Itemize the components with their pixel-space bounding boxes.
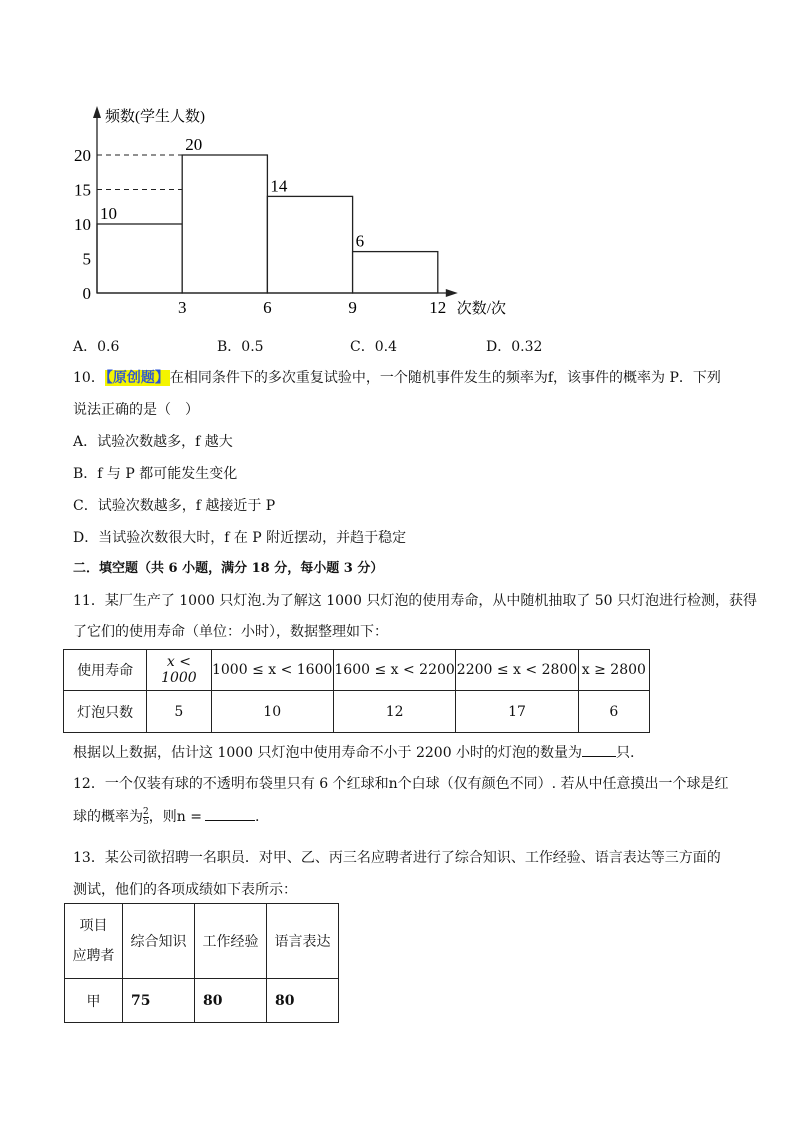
x-axis-title: 次数/次 <box>456 301 506 317</box>
corner-header-cell <box>65 904 123 979</box>
y-tick-label: 0 <box>82 284 91 303</box>
histogram-bar <box>97 224 182 293</box>
x-axis-arrow <box>446 289 458 297</box>
y-tick-label: 15 <box>74 180 91 200</box>
q10-stem-line2: 说法正确的是（ ） <box>73 402 199 418</box>
table-cell: 灯泡只数 <box>64 691 147 733</box>
lifetime-table <box>63 649 650 733</box>
table-cell: 工作经验 <box>195 904 267 979</box>
q13-line2: 测试，他们的各项成绩如下表所示： <box>73 882 297 898</box>
q12-line2 <box>73 806 259 827</box>
q11-after-text: 根据以上数据，估计这 1000 只灯泡中使用寿命不小于 2200 小时的灯泡的数量为 <box>73 745 583 761</box>
table-row <box>65 979 339 1023</box>
bar-value-label: 14 <box>270 176 288 196</box>
q11-line2: 了它们的使用寿命（单位：小时），数据整理如下： <box>73 624 388 640</box>
y-axis-arrow <box>93 106 101 118</box>
y-tick-label: 5 <box>82 249 91 269</box>
table-cell: 综合知识 <box>123 904 195 979</box>
option-a-label: A．0.6 <box>73 339 120 355</box>
table-cell: 17 <box>456 691 578 733</box>
table-cell: 75 <box>123 979 195 1023</box>
q13-line1: 13．某公司欲招聘一名职员．对甲、乙、丙三名应聘者进行了综合知识、工作经验、语言表达等三方面的 <box>73 850 721 866</box>
q11-line1: 11．某厂生产了 1000 只灯泡.为了解这 1000 只灯泡的使用寿命，从中随机抽取了 50 只灯泡进行检测，获得 <box>73 593 758 609</box>
original-question-tag: 【原创题】 <box>105 370 169 386</box>
answer-blank[interactable] <box>582 742 616 757</box>
table-cell: 12 <box>333 691 455 733</box>
table-header-row <box>65 904 339 979</box>
bar-value-label: 10 <box>100 204 117 223</box>
table-cell: x ≥ 2800 <box>578 650 649 691</box>
fraction-numerator: 2 <box>143 806 149 817</box>
table-row <box>64 691 650 733</box>
option-a[interactable] <box>73 337 119 357</box>
q10-option-c[interactable]: C．试验次数越多，f 越接近于 P <box>73 498 276 514</box>
x-tick-label: 6 <box>263 298 272 317</box>
bar-value-label: 6 <box>355 231 365 251</box>
bar-value-label: 20 <box>185 135 203 154</box>
table-cell: 6 <box>578 691 649 733</box>
q11-after-end: 只. <box>616 745 635 761</box>
y-tick-label: 10 <box>74 215 91 234</box>
applicant-table <box>64 903 339 1023</box>
q10-stem-text: 在相同条件下的多次重复试验中，一个随机事件发生的频率为f，该事件的概率为 P．下列 <box>169 370 721 386</box>
answer-blank[interactable] <box>205 806 255 821</box>
section-title: 二．填空题（共 6 小题，满分 18 分，每小题 3 分） <box>73 561 384 576</box>
q10-option-d[interactable]: D．当试验次数很大时，f 在 P 附近摆动，并趋于稳定 <box>73 530 407 546</box>
table-cell: 1600 ≤ x < 2200 <box>333 650 455 691</box>
corner-top-label: 项目 <box>79 918 108 934</box>
option-d-label: D．0.32 <box>486 339 543 355</box>
q12-line2-end: . <box>254 809 260 825</box>
fraction-denominator: 5 <box>143 816 149 827</box>
q10-option-a[interactable]: A．试验次数越多，f 越大 <box>73 434 233 450</box>
table-cell: 甲 <box>65 979 123 1023</box>
option-c[interactable] <box>350 337 397 357</box>
q10-number: 10． <box>73 370 105 386</box>
table-cell: 2200 ≤ x < 2800 <box>456 650 578 691</box>
histogram-bar <box>267 196 352 293</box>
x-tick-label: 12 <box>429 298 447 317</box>
table-cell: 使用寿命 <box>64 650 147 691</box>
option-d[interactable] <box>486 337 542 357</box>
table-cell: 5 <box>147 691 211 733</box>
option-b[interactable] <box>217 337 264 357</box>
q12-line2-mid: ，则n = <box>148 809 202 825</box>
table-cell: 10 <box>211 691 333 733</box>
option-c-label: C．0.4 <box>350 339 397 355</box>
y-tick-label: 20 <box>74 146 91 165</box>
q11-after <box>73 742 635 763</box>
q10-option-b[interactable]: B．f 与 P 都可能发生变化 <box>73 466 238 482</box>
option-b-label: B．0.5 <box>217 339 264 355</box>
table-cell: 80 <box>195 979 267 1023</box>
table-cell: x < 1000 <box>147 650 211 691</box>
table-cell: 语言表达 <box>267 904 339 979</box>
histogram-bar <box>182 155 267 293</box>
histogram-bar <box>353 252 438 293</box>
table-header-row <box>64 650 650 691</box>
q10-stem-line1 <box>73 368 721 388</box>
x-tick-label: 3 <box>177 298 187 317</box>
q12-line1: 12．一个仅装有球的不透明布袋里只有 6 个红球和n个白球（仅有颜色不同）. 若从中任意摸出一个球是红 <box>73 776 729 792</box>
frequency-histogram <box>0 0 794 330</box>
y-axis-title: 频数(学生人数) <box>105 109 205 125</box>
q12-line2-pre: 球的概率为 <box>73 809 143 825</box>
table-cell: 80 <box>267 979 339 1023</box>
corner-bottom-label: 应聘者 <box>72 948 115 964</box>
table-cell: 1000 ≤ x < 1600 <box>211 650 333 691</box>
x-tick-label: 9 <box>348 298 357 317</box>
